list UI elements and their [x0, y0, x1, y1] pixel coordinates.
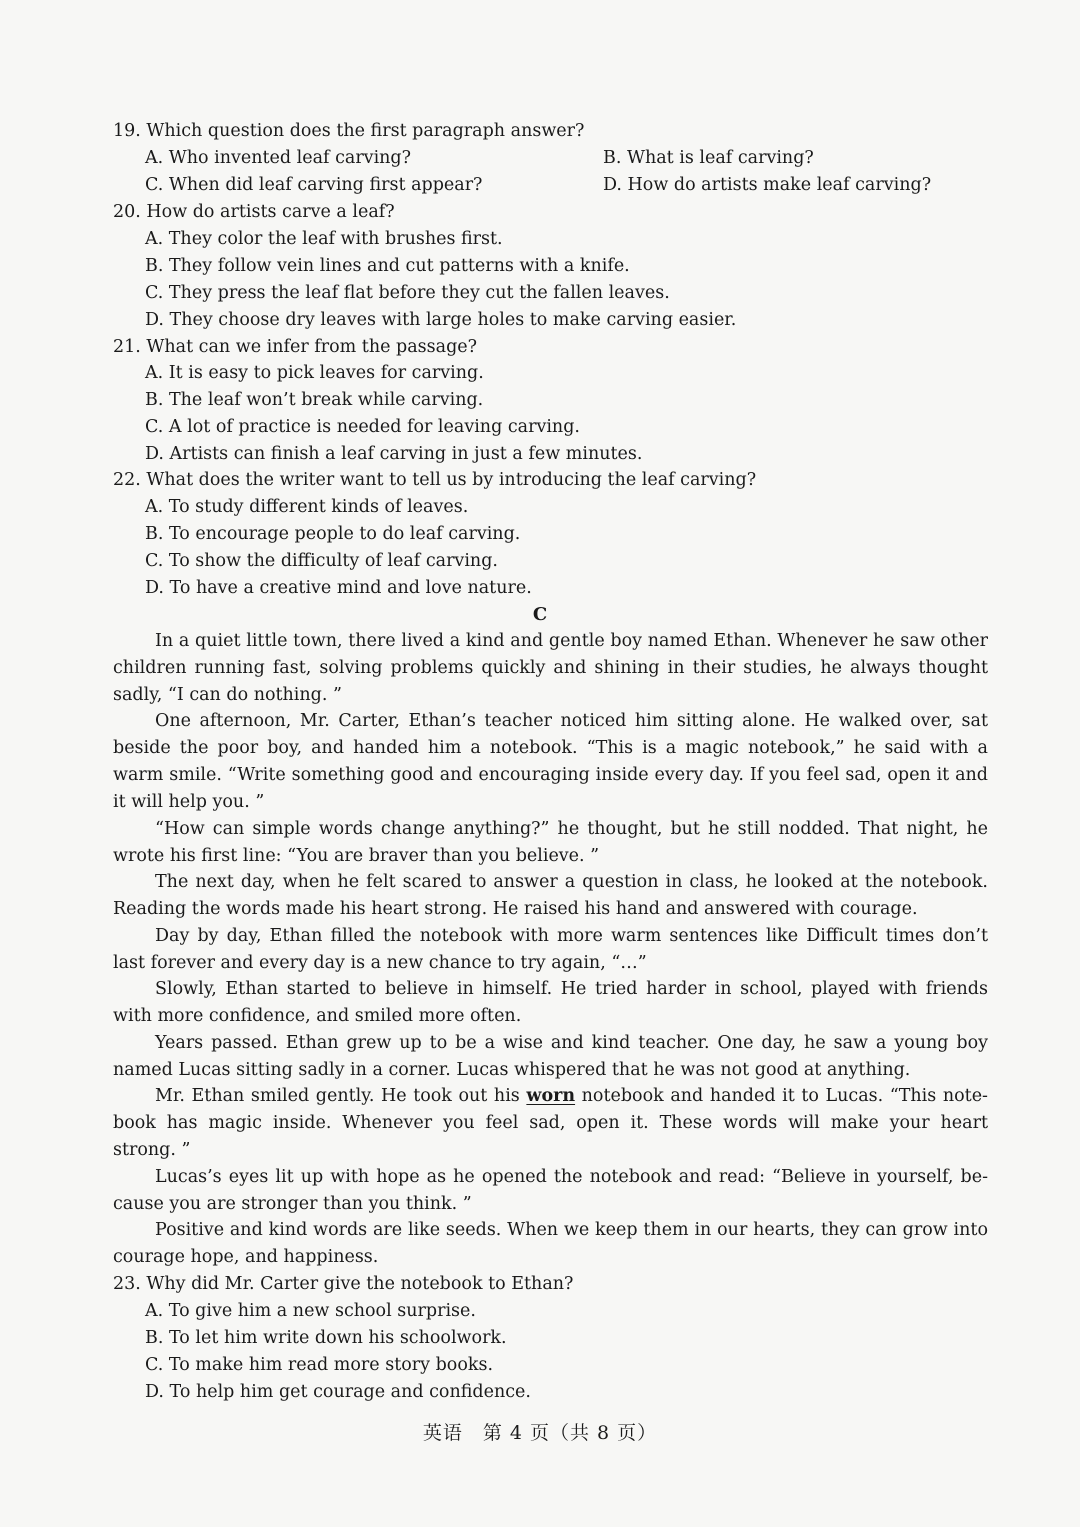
passage-line-worn — [155, 1083, 988, 1110]
question-20-option-b: B. They follow vein lines and cut patterns with a knife. — [145, 256, 630, 276]
question-19-option-b: B. What is leaf carving? — [603, 148, 814, 168]
question-23-option-a: A. To give him a new school surprise. — [145, 1301, 476, 1321]
passage-line: beside the poor boy, and handed him a notebook. “This is a magic notebook,” he said with a — [113, 738, 988, 758]
question-20-stem: 20. How do artists carve a leaf? — [113, 202, 395, 222]
passage-line: sadly, “I can do nothing. ” — [113, 685, 342, 705]
passage-line: One afternoon, Mr. Carter, Ethan’s teacher noticed him sitting alone. He walked over, sat — [155, 711, 988, 731]
passage-line: In a quiet little town, there lived a kind and gentle boy named Ethan. Whenever he saw other — [155, 631, 988, 651]
question-21-option-d: D. Artists can finish a leaf carving in just a few minutes. — [145, 444, 643, 464]
passage-line: with more confidence, and smiled more often. — [113, 1006, 522, 1026]
question-20-option-a: A. They color the leaf with brushes first. — [145, 229, 503, 249]
question-22-option-d: D. To have a creative mind and love nature. — [145, 578, 532, 598]
passage-line: courage hope, and happiness. — [113, 1247, 379, 1267]
question-19-option-d: D. How do artists make leaf carving? — [603, 175, 932, 195]
passage-line: The next day, when he felt scared to answer a question in class, he looked at the notebook. — [155, 872, 988, 892]
question-21-option-b: B. The leaf won’t break while carving. — [145, 390, 484, 410]
passage-line: warm smile. “Write something good and encouraging inside every day. If you feel sad, open it and — [113, 765, 988, 785]
passage-line: Positive and kind words are like seeds. When we keep them in our hearts, they can grow into — [155, 1220, 988, 1240]
question-22-option-b: B. To encourage people to do leaf carving. — [145, 524, 521, 544]
passage-line: it will help you. ” — [113, 792, 265, 812]
question-19-option-a: A. Who invented leaf carving? — [145, 148, 412, 168]
question-21-option-a: A. It is easy to pick leaves for carving. — [145, 363, 484, 383]
page-footer: 英语 第 4 页（共 8 页） — [422, 1422, 658, 1444]
section-c-title: C — [532, 604, 548, 625]
question-23-option-c: C. To make him read more story books. — [145, 1355, 494, 1375]
question-22-option-a: A. To study different kinds of leaves. — [145, 497, 469, 517]
passage-line: last forever and every day is a new chance to try again, “…” — [113, 953, 647, 973]
question-21-option-c: C. A lot of practice is needed for leaving carving. — [145, 417, 580, 437]
passage-line: Day by day, Ethan filled the notebook with more warm sentences like Difficult times don’t — [155, 926, 988, 946]
question-23-option-b: B. To let him write down his schoolwork. — [145, 1328, 507, 1348]
question-23-stem: 23. Why did Mr. Carter give the notebook to Ethan? — [113, 1274, 574, 1294]
passage-line: cause you are stronger than you think. ” — [113, 1194, 472, 1214]
passage-line: Slowly, Ethan started to believe in himself. He tried harder in school, played with friends — [155, 979, 988, 999]
question-19-stem: 19. Which question does the first paragraph answer? — [113, 121, 585, 141]
question-20-option-c: C. They press the leaf flat before they cut the fallen leaves. — [145, 283, 670, 303]
passage-line: wrote his first line: “You are braver than you believe. ” — [113, 846, 600, 866]
passage-text: notebook and handed it to Lucas. “This note- — [581, 1086, 988, 1106]
question-23-option-d: D. To help him get courage and confidence. — [145, 1382, 531, 1402]
question-22-option-c: C. To show the difficulty of leaf carving. — [145, 551, 498, 571]
passage-line: Reading the words made his heart strong. He raised his hand and answered with courage. — [113, 899, 918, 919]
passage-text: Mr. Ethan smiled gently. He took out his — [155, 1086, 520, 1106]
passage-line: children running fast, solving problems quickly and shining in their studies, he always thought — [113, 658, 988, 678]
highlighted-word-worn: worn — [526, 1086, 576, 1106]
question-20-option-d: D. They choose dry leaves with large holes to make carving easier. — [145, 310, 737, 330]
question-19-option-c: C. When did leaf carving first appear? — [145, 175, 483, 195]
passage-line: Lucas’s eyes lit up with hope as he opened the notebook and read: “Believe in yourself, be- — [155, 1167, 988, 1187]
passage-line: book has magic inside. Whenever you feel sad, open it. These words will make your heart — [113, 1113, 988, 1133]
passage-line: Years passed. Ethan grew up to be a wise and kind teacher. One day, he saw a young boy — [155, 1033, 988, 1053]
passage-line: named Lucas sitting sadly in a corner. Lucas whispered that he was not good at anything. — [113, 1060, 911, 1080]
passage-line: strong. ” — [113, 1140, 191, 1160]
passage-line: “How can simple words change anything?” he thought, but he still nodded. That night, he — [155, 819, 988, 839]
question-22-stem: 22. What does the writer want to tell us by introducing the leaf carving? — [113, 470, 757, 490]
question-21-stem: 21. What can we infer from the passage? — [113, 337, 478, 357]
